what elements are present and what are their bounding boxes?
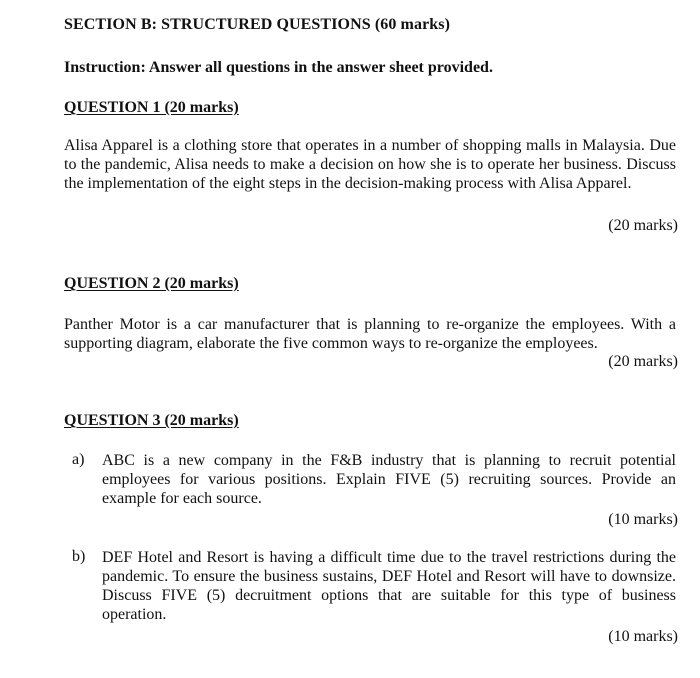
question-3a-marks: (10 marks) bbox=[608, 511, 678, 528]
question-3b-text: DEF Hotel and Resort is having a difficult time due to the travel restrictions during the pandemic. To ensure the business sustains, DEF Hotel and Resort will have to downsize. Discuss FIVE (5) decruitment options that are suitable for this type of business operation. bbox=[102, 549, 676, 623]
instruction-text: Instruction: Answer all questions in the answer sheet provided. bbox=[64, 59, 493, 76]
question-3-heading: QUESTION 3 (20 marks) bbox=[64, 412, 239, 429]
question-1-text: Alisa Apparel is a clothing store that operates in a number of shopping malls in Malaysia. Due to the pandemic, Alisa needs to make a decision on how she is to operate her business. Discuss the implementation of the eight steps in the decision-making process with Alisa Apparel. bbox=[64, 137, 676, 192]
question-2-text: Panther Motor is a car manufacturer that is planning to re-organize the employees. With a supporting diagram, elaborate the five common ways to re-organize the employees. bbox=[64, 316, 676, 352]
question-1-marks: (20 marks) bbox=[608, 217, 678, 234]
question-3b-label: b) bbox=[72, 548, 86, 565]
question-2-heading: QUESTION 2 (20 marks) bbox=[64, 275, 239, 292]
question-2-marks: (20 marks) bbox=[608, 353, 678, 370]
question-3a-text: ABC is a new company in the F&B industry that is planning to recruit potential employees for various positions. Explain FIVE (5) recruiting sources. Provide an example for each source. bbox=[102, 452, 676, 507]
section-title: SECTION B: STRUCTURED QUESTIONS (60 marks) bbox=[64, 16, 451, 33]
question-3a-label: a) bbox=[72, 451, 85, 468]
question-1-heading: QUESTION 1 (20 marks) bbox=[64, 99, 239, 116]
question-3b-marks: (10 marks) bbox=[608, 628, 678, 645]
